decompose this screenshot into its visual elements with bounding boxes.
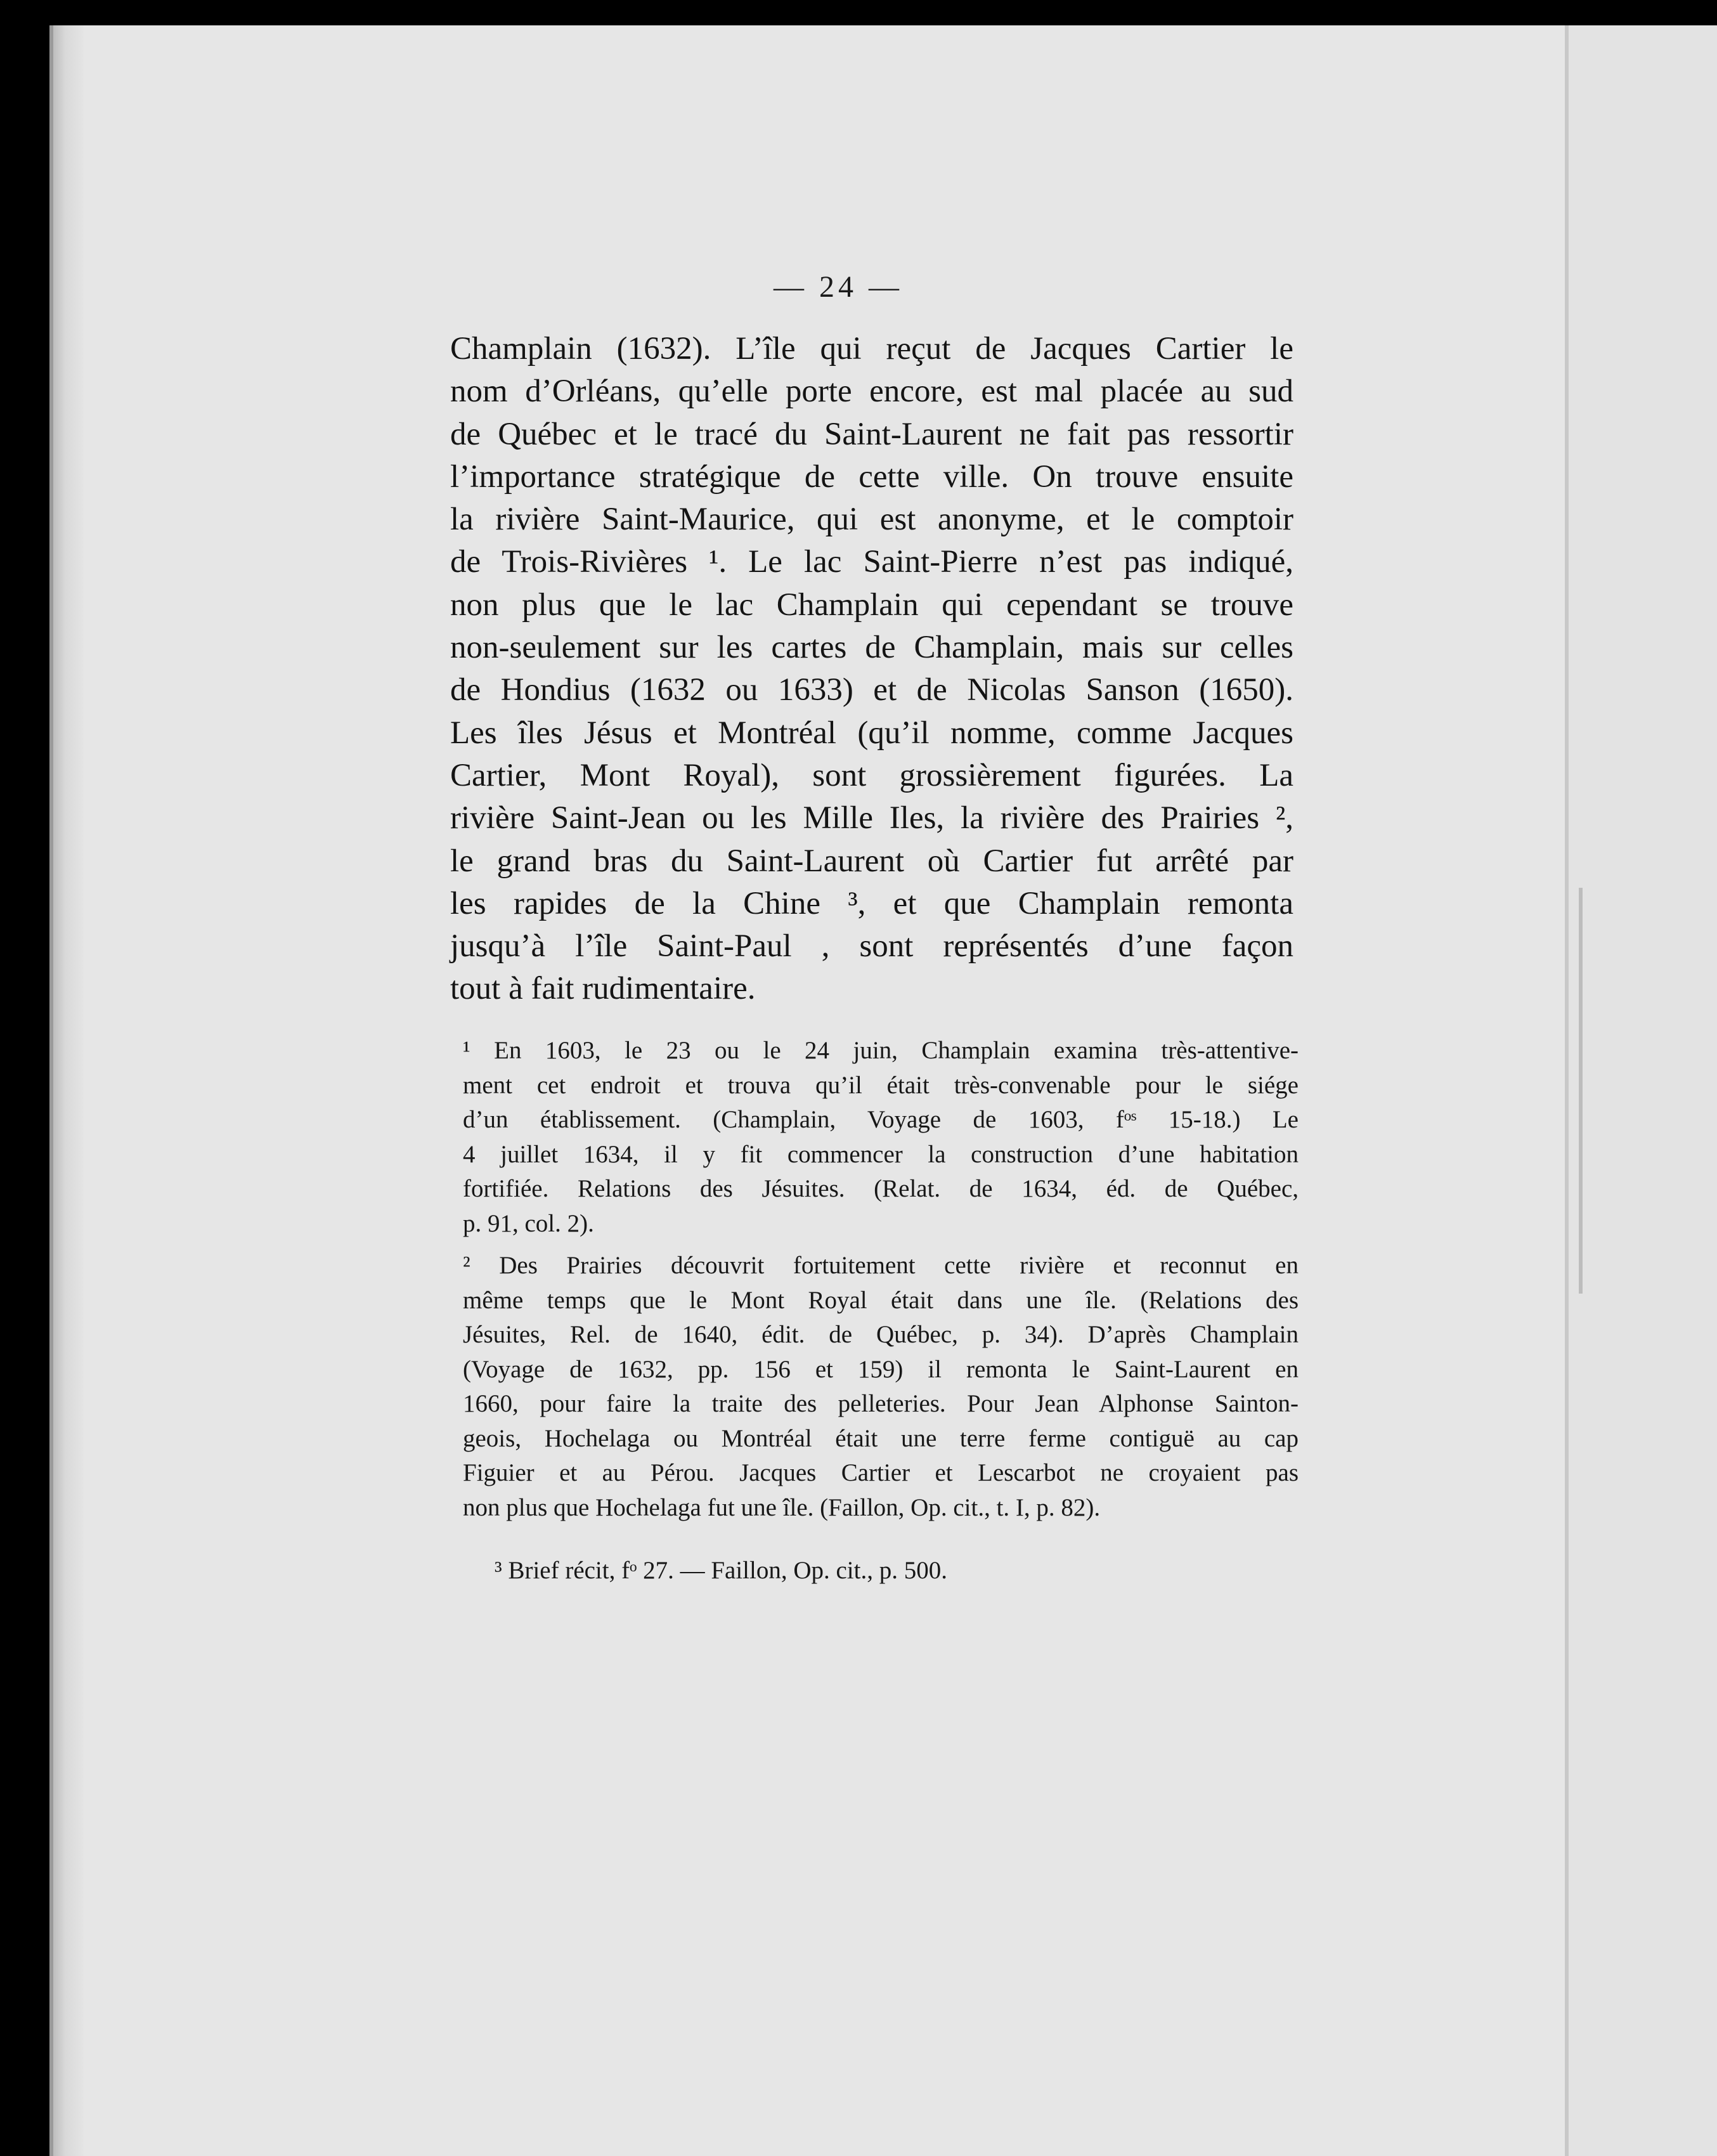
footnote-line: Jésuites, Rel. de 1640, édit. de Québec, p. 34). D’après Champlain <box>463 1321 1299 1348</box>
adjacent-page <box>1565 25 1717 2156</box>
footnote-2 <box>463 1249 1299 1525</box>
footnote-line: ² Des Prairies découvrit fortuitement cette rivière et reconnut en <box>463 1252 1299 1279</box>
text-line: les rapides de la Chine ³, et que Champlain remonta <box>450 885 1293 921</box>
footnote-1 <box>463 1034 1299 1241</box>
text-line: Champlain (1632). L’île qui reçut de Jacques Cartier le <box>450 331 1293 367</box>
footnote-line: Figuier et au Pérou. Jacques Cartier et Lescarbot ne croyaient pas <box>463 1459 1299 1486</box>
text-line: de Trois-Rivières ¹. Le lac Saint-Pierre n’est pas indiqué, <box>450 544 1293 580</box>
footnote-line: 4 juillet 1634, il y fit commencer la construction d’une habitation <box>463 1140 1299 1168</box>
footnote-3: ³ Brief récit, fᵒ 27. — Faillon, Op. cit., p. 500. <box>495 1557 947 1584</box>
adjacent-page-mark <box>1579 888 1583 1294</box>
footnote-line: ment cet endroit et trouva qu’il était très-convenable pour le siége <box>463 1071 1299 1099</box>
footnote-line: d’un établissement. (Champlain, Voyage de 1603, fᵒˢ 15-18.) Le <box>463 1106 1299 1133</box>
text-line: rivière Saint-Jean ou les Mille Iles, la rivière des Prairies ², <box>450 800 1293 836</box>
text-line: tout à fait rudimentaire. <box>450 971 756 1007</box>
text-line: jusqu’à l’île Saint-Paul , sont représentés d’une façon <box>450 928 1293 964</box>
text-line: le grand bras du Saint-Laurent où Cartier fut arrêté par <box>450 843 1293 879</box>
main-paragraph <box>450 328 1293 1011</box>
page-binding-edge <box>49 25 84 2156</box>
footnote-line: non plus que Hochelaga fut une île. (Faillon, Op. cit., t. I, p. 82). <box>463 1493 1101 1521</box>
text-line: de Hondius (1632 ou 1633) et de Nicolas Sanson (1650). <box>450 672 1293 708</box>
text-line: Les îles Jésus et Montréal (qu’il nomme, comme Jacques <box>450 715 1293 751</box>
footnote-line: geois, Hochelaga ou Montréal était une terre ferme contiguë au cap <box>463 1424 1299 1452</box>
footnote-line: même temps que le Mont Royal était dans une île. (Relations des <box>463 1286 1299 1314</box>
text-line: Cartier, Mont Royal), sont grossièrement figurées. La <box>450 757 1293 793</box>
text-line: de Québec et le tracé du Saint-Laurent ne fait pas ressortir <box>450 416 1293 452</box>
text-line: non plus que le lac Champlain qui cependant se trouve <box>450 587 1293 623</box>
footnote-line: (Voyage de 1632, pp. 156 et 159) il remonta le Saint-Laurent en <box>463 1355 1299 1383</box>
footnote-line: p. 91, col. 2). <box>463 1209 594 1237</box>
text-line: l’importance stratégique de cette ville. On trouve ensuite <box>450 458 1293 495</box>
text-line: non-seulement sur les cartes de Champlain, mais sur celles <box>450 630 1293 666</box>
text-line: la rivière Saint-Maurice, qui est anonyme, et le comptoir <box>450 502 1293 538</box>
footnote-line: 1660, pour faire la traite des pelleteries. Pour Jean Alphonse Sainton- <box>463 1390 1299 1417</box>
footnotes <box>463 1034 1299 1525</box>
footnote-line: ¹ En 1603, le 23 ou le 24 juin, Champlain examina très-attentive- <box>463 1037 1299 1064</box>
page-number: — 24 — <box>774 270 903 304</box>
text-line: nom d’Orléans, qu’elle porte encore, est mal placée au sud <box>450 373 1293 410</box>
footnote-line: fortifiée. Relations des Jésuites. (Relat. de 1634, éd. de Québec, <box>463 1175 1299 1202</box>
